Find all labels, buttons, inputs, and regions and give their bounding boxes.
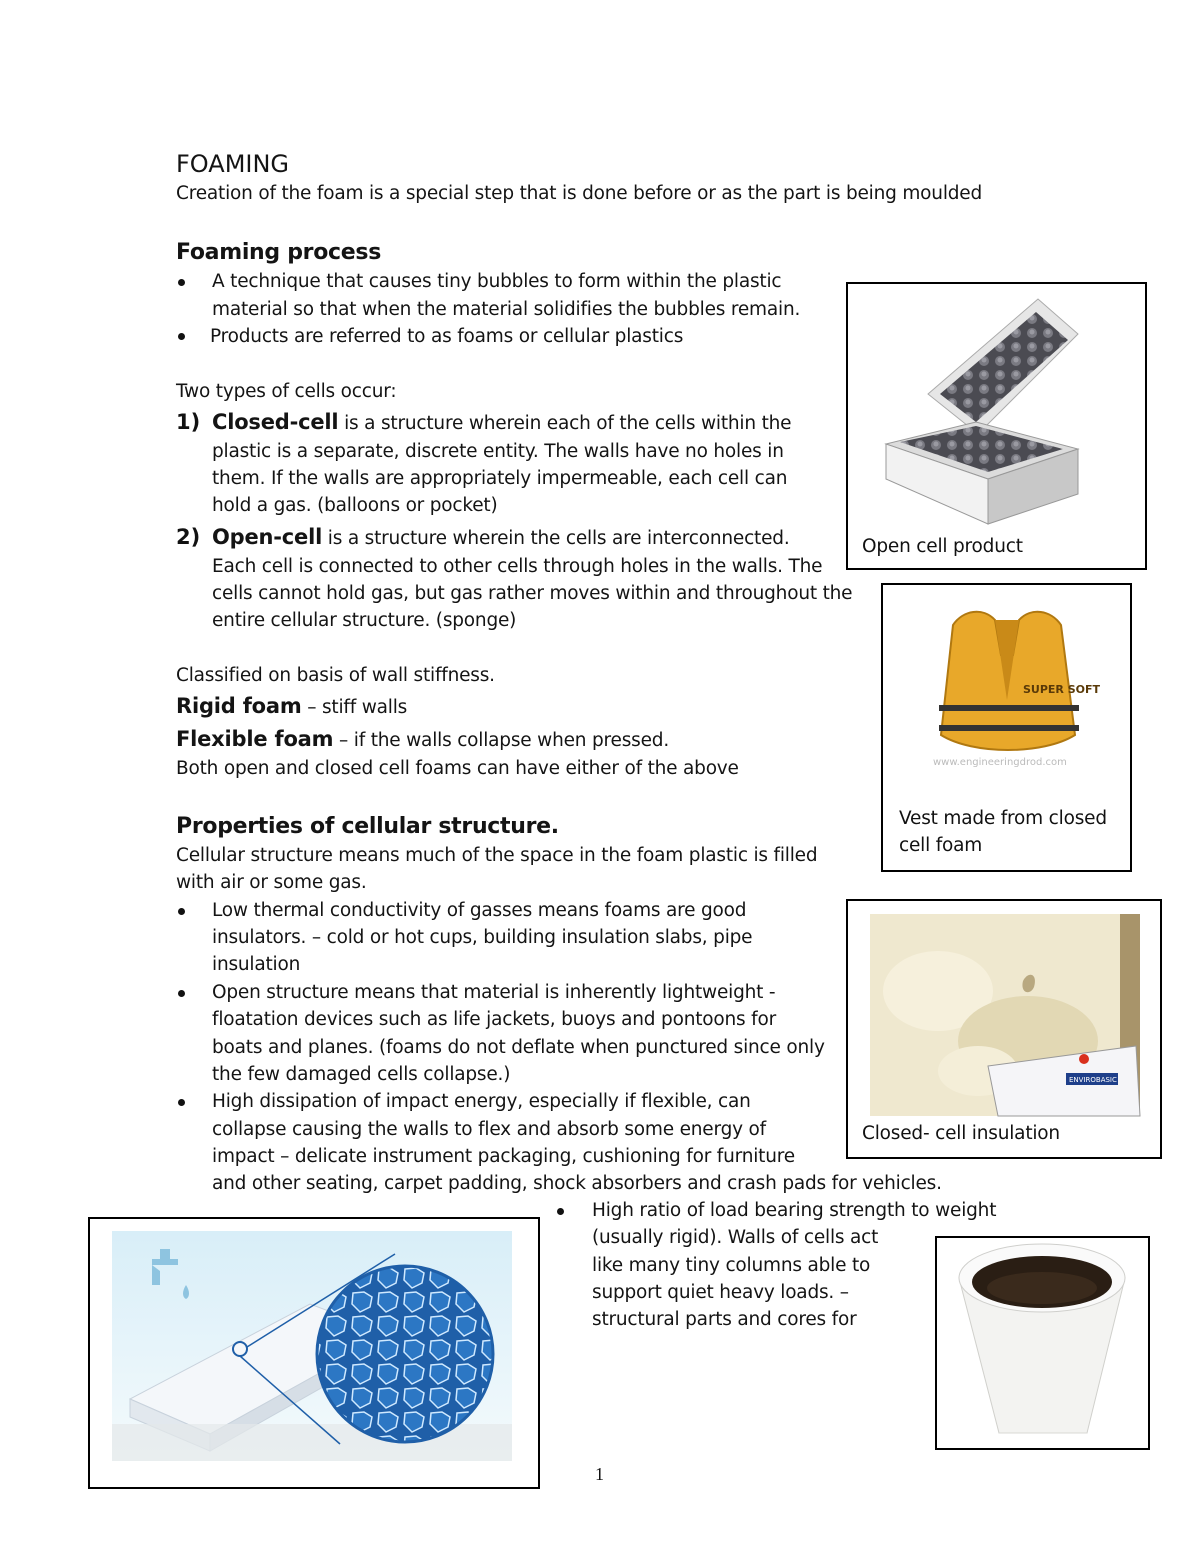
rigid-foam-line — [176, 694, 407, 718]
bullet-dot — [178, 279, 185, 286]
closed-cell-line-1 — [212, 410, 791, 434]
property-1-line-3: insulation — [212, 954, 301, 975]
item-number-2: 2) — [176, 525, 201, 549]
cells-intro: Two types of cells occur: — [176, 381, 397, 402]
closed-cell-line-3: them. If the walls are appropriately impermeable, each cell can — [212, 468, 788, 489]
vest-caption-line-1: Vest made from closed — [899, 808, 1107, 829]
open-cell-caption: Open cell product — [862, 536, 1023, 557]
vest-figure — [881, 583, 1132, 872]
stiffness-both: Both open and closed cell foams can have either of the above — [176, 758, 739, 779]
property-2-line-4: the few damaged cells collapse.) — [212, 1064, 511, 1085]
vest-caption-line-2: cell foam — [899, 835, 983, 856]
property-3-line-2: collapse causing the walls to flex and absorb some energy of — [212, 1119, 766, 1140]
property-1-line-1: Low thermal conductivity of gasses means foams are good — [212, 900, 747, 921]
property-4-line-2: (usually rigid). Walls of cells act — [592, 1227, 879, 1248]
closed-cell-line-4: hold a gas. (balloons or pocket) — [212, 495, 498, 516]
open-cell-line-4: entire cellular structure. (sponge) — [212, 610, 517, 631]
properties-intro-line-1: Cellular structure means much of the space in the foam plastic is filled — [176, 845, 818, 866]
foaming-bullet-2: Products are referred to as foams or cellular plastics — [210, 326, 684, 347]
bullet-dot — [178, 333, 185, 340]
foam-cup-image — [937, 1238, 1148, 1448]
page-title: FOAMING — [176, 150, 290, 178]
foaming-bullet-1-line-2: material so that when the material solidifies the bubbles remain. — [212, 299, 801, 320]
open-cell-line-1 — [212, 525, 790, 549]
property-2-line-1: Open structure means that material is inherently lightweight - — [212, 982, 776, 1003]
property-4-line-3: like many tiny columns able to — [592, 1255, 871, 1276]
flexible-foam-term: Flexible foam — [176, 727, 334, 751]
closed-cell-desc: is a structure wherein each of the cells within the — [338, 413, 792, 434]
spray-foam-insulation-image — [848, 901, 1160, 1119]
open-cell-product-figure — [846, 282, 1147, 570]
insulation-figure — [846, 899, 1162, 1159]
open-cell-line-3: cells cannot hold gas, but gas rather moves within and throughout the — [212, 583, 853, 604]
property-2-line-2: floatation devices such as life jackets, buoys and pontoons for — [212, 1009, 776, 1030]
property-3-line-1: High dissipation of impact energy, especially if flexible, can — [212, 1091, 751, 1112]
foaming-bullet-1-line-1: A technique that causes tiny bubbles to form within the plastic — [212, 271, 782, 292]
property-4-line-4: support quiet heavy loads. – — [592, 1282, 849, 1303]
vest-print: SUPER SOFT — [1023, 683, 1101, 696]
open-cell-desc: is a structure wherein the cells are interconnected. — [322, 528, 790, 549]
item-number-1: 1) — [176, 410, 201, 434]
bullet-dot — [178, 908, 185, 915]
life-vest-image — [883, 585, 1130, 785]
open-cell-line-2: Each cell is connected to other cells through holes in the walls. The — [212, 556, 823, 577]
foam-cup-figure — [935, 1236, 1150, 1450]
property-4-line-5: structural parts and cores for — [592, 1309, 857, 1330]
intro-text: Creation of the foam is a special step that is done before or as the part is being moulded — [176, 183, 983, 204]
property-1-line-2: insulators. – cold or hot cups, building insulation slabs, pipe — [212, 927, 753, 948]
property-3-line-4: and other seating, carpet padding, shock absorbers and crash pads for vehicles. — [212, 1173, 942, 1194]
stiffness-intro: Classified on basis of wall stiffness. — [176, 665, 495, 686]
bullet-dot — [557, 1208, 564, 1215]
flexible-foam-desc: – if the walls collapse when pressed. — [333, 730, 669, 751]
vest-watermark: www.engineeringdrod.com — [933, 757, 1067, 768]
insulation-card-brand: ENVIROBASIC — [1069, 1076, 1117, 1084]
closed-cell-line-2: plastic is a separate, discrete entity. The walls have no holes in — [212, 441, 784, 462]
property-4-line-1: High ratio of load bearing strength to weight — [592, 1200, 997, 1221]
property-3-line-3: impact – delicate instrument packaging, cushioning for furniture — [212, 1146, 795, 1167]
bullet-dot — [178, 1099, 185, 1106]
property-2-line-3: boats and planes. (foams do not deflate when punctured since only — [212, 1037, 825, 1058]
insulation-caption: Closed- cell insulation — [862, 1123, 1060, 1144]
page-number: 1 — [595, 1464, 604, 1484]
foam-block-figure — [88, 1217, 540, 1489]
foam-cell-structure-image — [90, 1219, 538, 1487]
flexible-foam-line — [176, 727, 669, 751]
foaming-process-heading: Foaming process — [176, 240, 381, 265]
open-cell-term: Open-cell — [212, 525, 323, 549]
closed-cell-term: Closed-cell — [212, 410, 339, 434]
bullet-dot — [178, 990, 185, 997]
rigid-foam-term: Rigid foam — [176, 694, 302, 718]
foam-box-image — [848, 284, 1145, 534]
properties-intro-line-2: with air or some gas. — [176, 872, 367, 893]
properties-heading: Properties of cellular structure. — [176, 814, 559, 839]
rigid-foam-desc: – stiff walls — [301, 697, 408, 718]
